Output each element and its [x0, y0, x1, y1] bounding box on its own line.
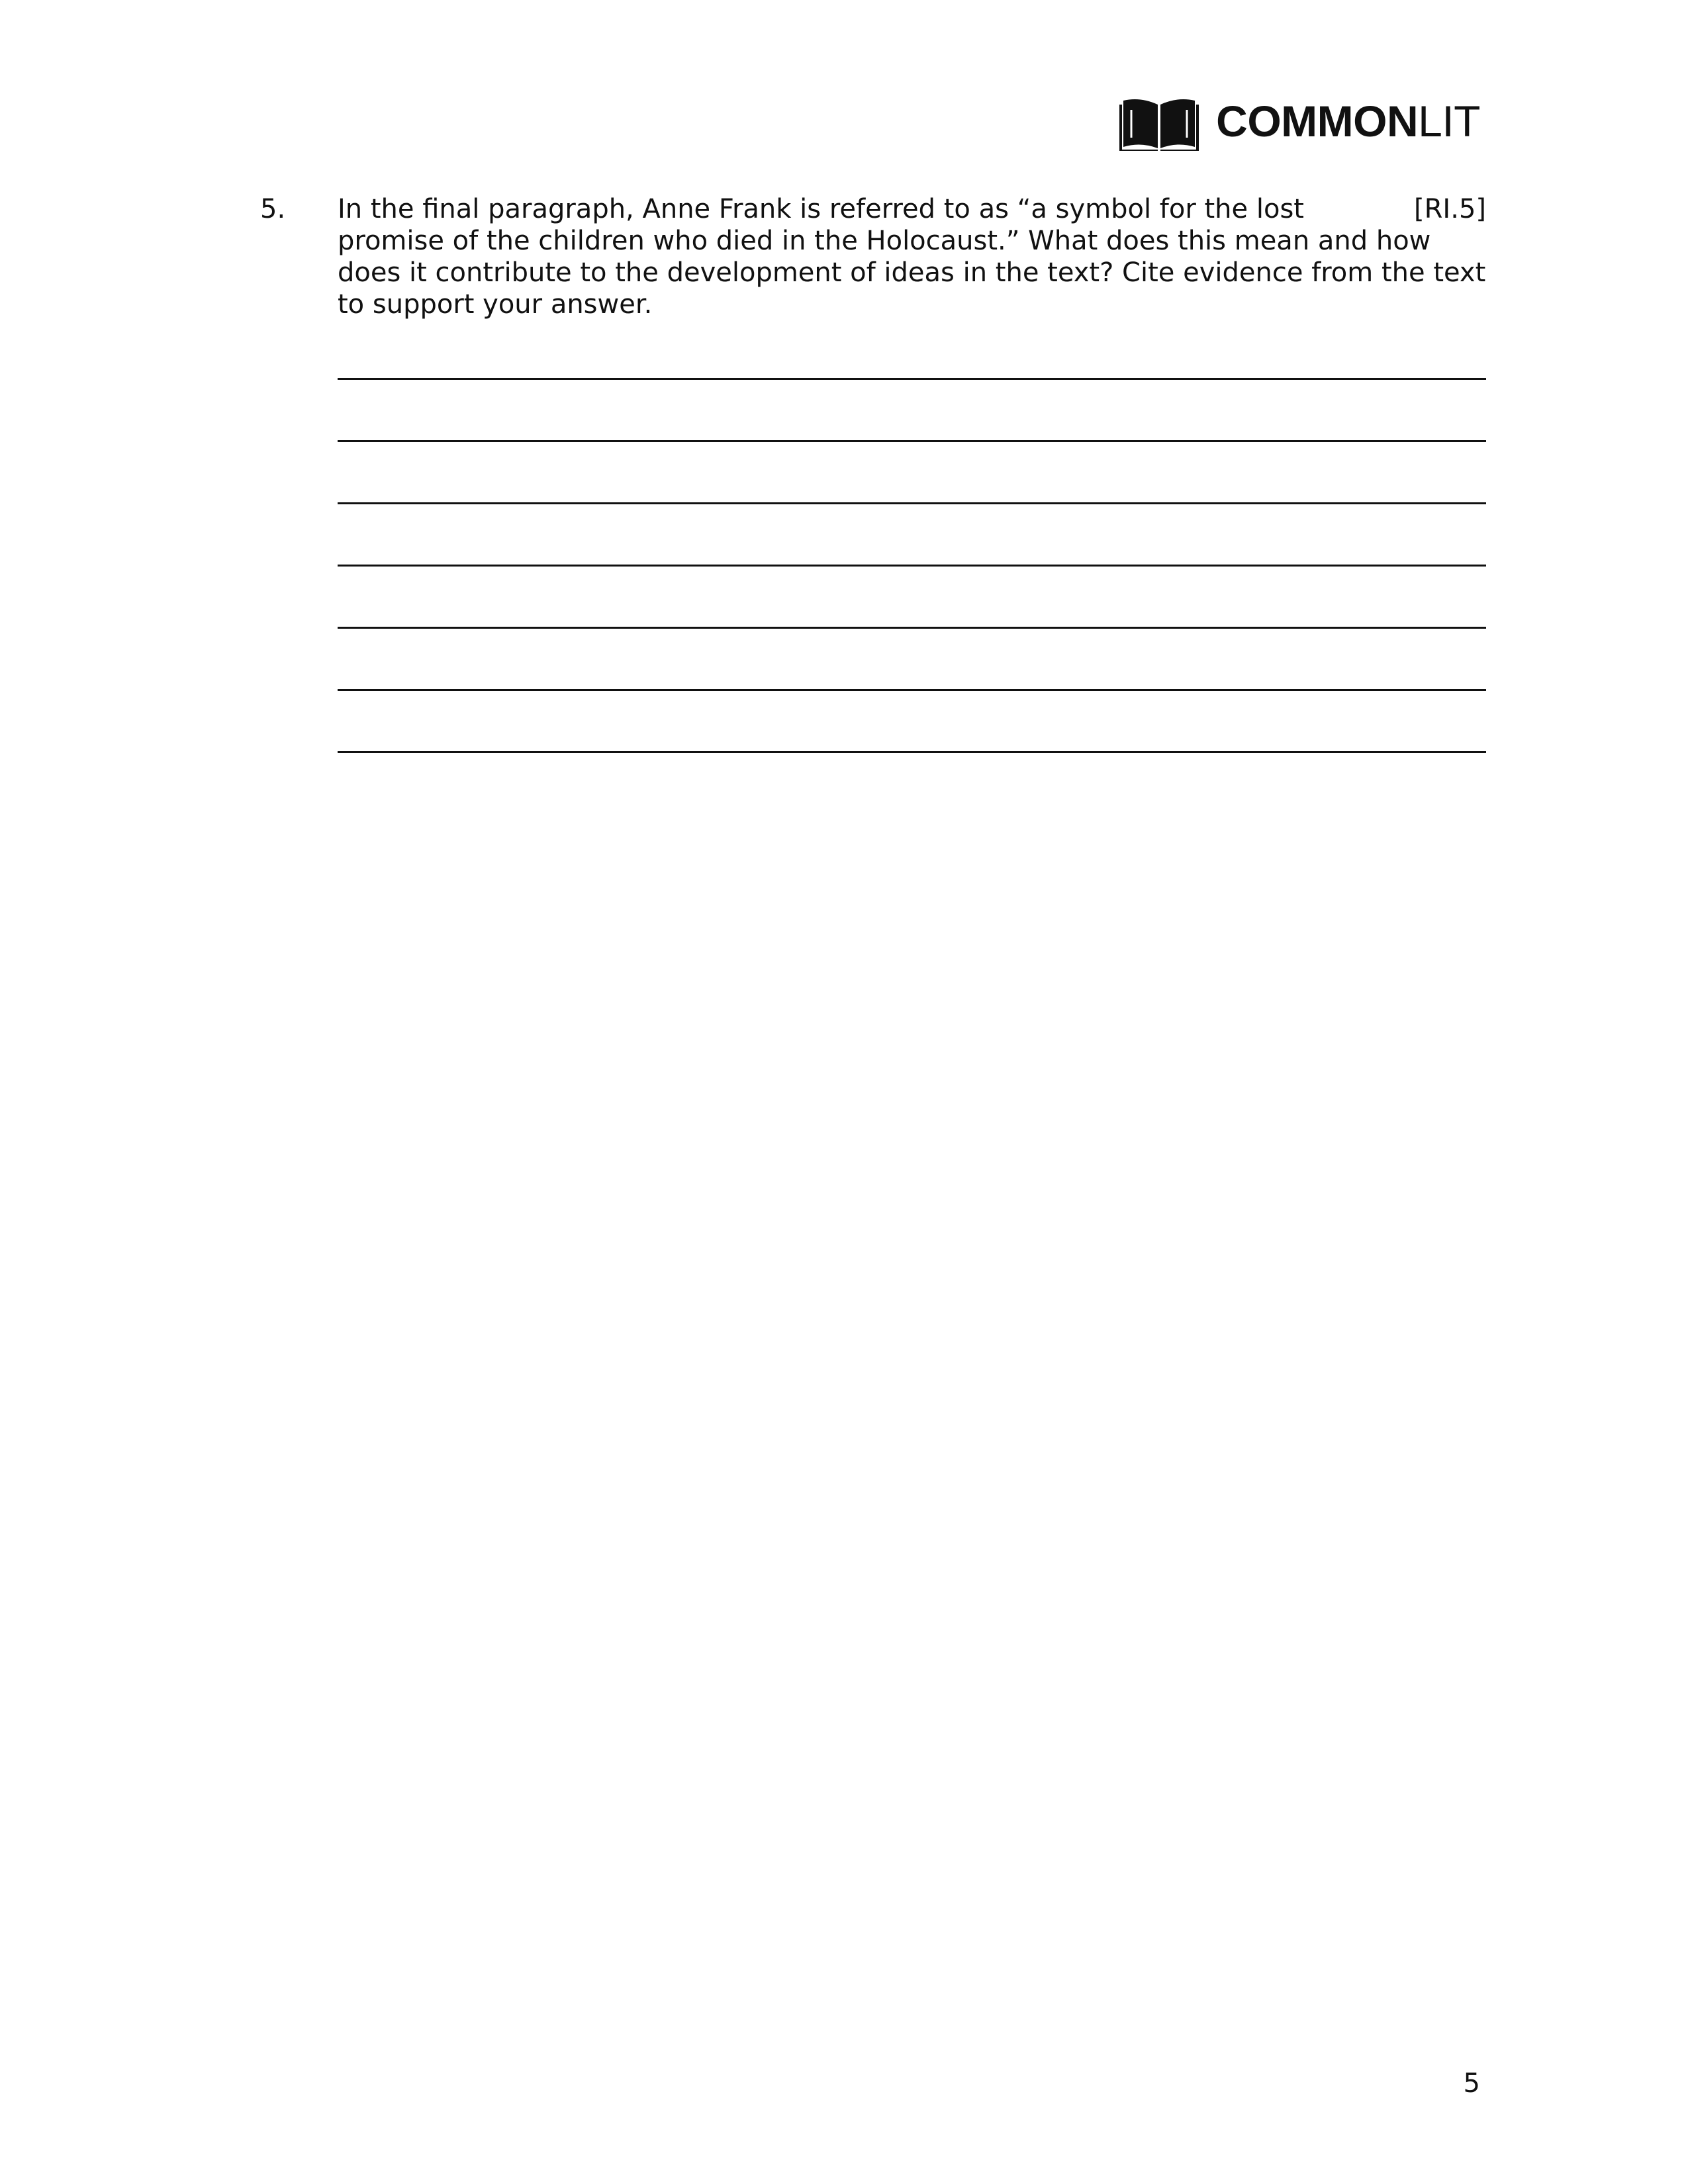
open-book-icon	[1119, 91, 1199, 151]
commonlit-logo	[1119, 91, 1480, 151]
question-body	[338, 193, 1486, 320]
answer-line[interactable]	[338, 378, 1486, 380]
logo-word-lit: LIT	[1418, 97, 1480, 146]
answer-line[interactable]	[338, 751, 1486, 753]
answer-line[interactable]	[338, 565, 1486, 567]
answer-line[interactable]	[338, 689, 1486, 691]
logo-wordmark	[1216, 91, 1480, 151]
page-number: 5	[1463, 2068, 1480, 2099]
logo-word-common: COMMON	[1216, 97, 1419, 146]
standard-code: [RI.5]	[1414, 194, 1486, 224]
answer-line[interactable]	[338, 627, 1486, 629]
answer-line[interactable]	[338, 502, 1486, 504]
answer-line[interactable]	[338, 440, 1486, 442]
question-number: 5.	[260, 194, 286, 224]
question-prompt: In the final paragraph, Anne Frank is referred to as “a symbol for the lost promise of the children who died in the Holocaust.” What does this mean and how does it contribute to the development of ideas in the text? Cite evidence from the text to support your answer.	[338, 194, 1486, 320]
answer-area[interactable]	[338, 378, 1486, 813]
